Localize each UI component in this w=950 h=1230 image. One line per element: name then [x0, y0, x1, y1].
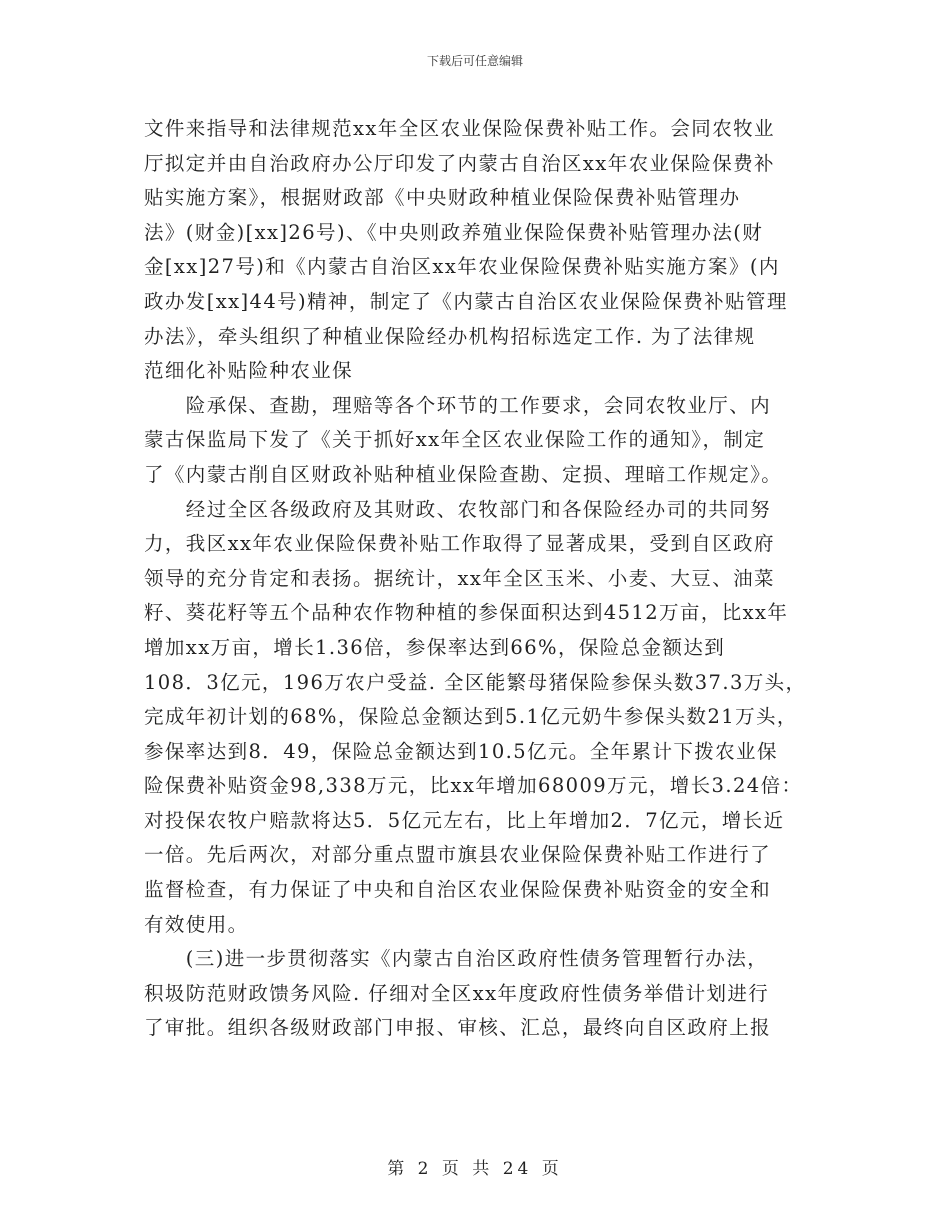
text-line: 险保费补贴资金98,338万元，比xx年增加68009万元，增长3.24倍： [144, 774, 803, 798]
text-line: 参保率达到8．49，保险总金额达到10.5亿元。全年累计下拨农业保 [144, 739, 778, 763]
text-line: 籽、葵花籽等五个品种农作物种植的参保面积达到4512万亩，比xx年 [144, 601, 789, 625]
text-line: 金[xx]27号)和《内蒙古自治区xx年农业保险保费补贴实施方案》(内 [144, 255, 780, 279]
text-line: 有效使用。 [144, 912, 249, 936]
text-line: 蒙古保监局下发了《关于抓好xx年全区农业保险工作的通知》，制定 [144, 428, 766, 452]
text-line: 办法》，牵头组织了种植业保险经办机构招标选定工作. 为了法律规 [144, 324, 756, 348]
text-line: 领导的充分肯定和表扬。据统计，xx年全区玉米、小麦、大豆、油菜 [144, 566, 775, 590]
text-line: 力，我区xx年农业保险保费补贴工作取得了显著成果，受到自区政府 [144, 532, 775, 556]
text-line: (三)进一步贯彻落实《内蒙古自治区政府性债务管理暂行办法， [144, 947, 769, 971]
text-line: 108．3亿元，196万农户受益. 全区能繁母猪保险参保头数37.3万头， [144, 670, 807, 694]
text-line: 了《内蒙古削自区财政补贴种植业保险查勘、定损、理暗工作规定》。 [144, 462, 783, 486]
text-line: 增加xx万亩，增长1.36倍，参保率达到66%，保险总金额达到 [144, 635, 726, 659]
text-line: 政办发[xx]44号)精神，制定了《内蒙古自治区农业保险保费补贴管理 [144, 289, 788, 313]
text-line: 积圾防范财政馈务风险. 仔细对全区xx年度政府性债务举借计划进行 [144, 981, 770, 1005]
text-line: 对投保农牧户赔款将达5．5亿元左右，比上年增加2．7亿元，增长近 [144, 808, 785, 832]
text-line: 厅拟定并由自治政府办公厅印发了内蒙古自治区xx年农业保险保费补 [144, 151, 775, 175]
text-line: 贴实施方案》，根据财政部《中央财政种植业保险保费补贴管理办 [144, 186, 741, 210]
text-line: 监督检查，有力保证了中央和自治区农业保险保费补贴资金的安全和 [144, 878, 772, 902]
text-line: 经过全区各级政府及其财政、农牧部门和各保险经办司的共同努 [144, 497, 772, 521]
text-line: 法》(财金)[xx]26号)、《中央则政养殖业保险保费补贴管理办法(财 [144, 220, 764, 244]
text-line: 完成年初计划的68%，保险总金额达到5.1亿元奶牛参保头数21万头， [144, 705, 798, 729]
page-footer: 第 2 页 共 24 页 [387, 1159, 563, 1179]
text-line: 了审批。组织各级财政部门申报、审核、汇总，最终向自区政府上报 [144, 1016, 772, 1040]
text-line: 险承保、查勘，理赔等各个环节的工作要求，会同农牧业厅、内 [144, 393, 772, 417]
text-line: 文件来指导和法律规范xx年全区农业保险保费补贴工作。会同农牧业 [144, 117, 775, 140]
text-line: 范细化补贴险种农业保 [144, 359, 354, 383]
text-line: 一倍。先后两次，对部分重点盟市旗县农业保险保费补贴工作进行了 [144, 843, 772, 867]
page-header: 下载后可任意编辑 [426, 54, 523, 68]
document-body [144, 112, 814, 1046]
